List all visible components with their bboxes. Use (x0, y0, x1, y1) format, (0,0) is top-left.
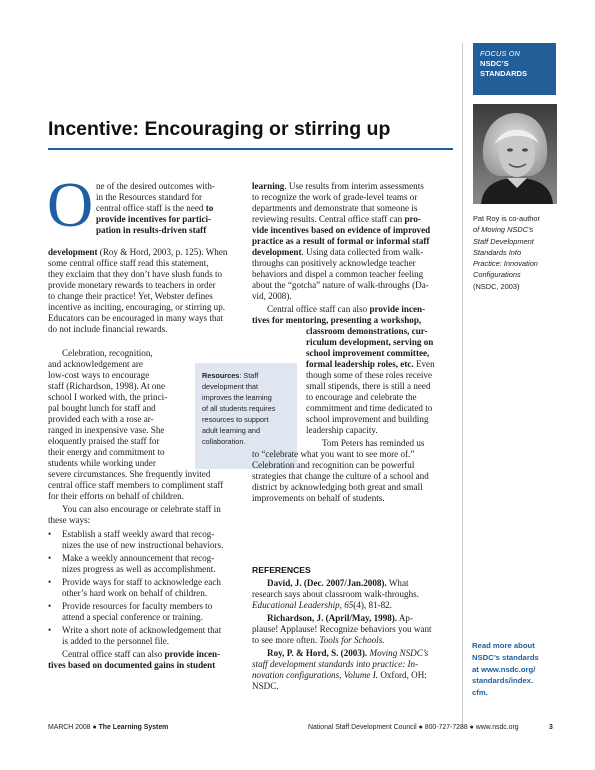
bullet-item: Provide resources for faculty members to (62, 601, 213, 611)
body-line: riculum development, serving on (306, 337, 434, 347)
drop-cap: O (47, 169, 94, 240)
body-line: pation in results-driven staff (96, 225, 207, 235)
body-line: to recognize the work of grade-level teams or (252, 192, 418, 202)
focus-label-nsdc: NSDC’S (480, 59, 509, 68)
footer-dot-icon: ● (469, 724, 474, 731)
body-line: school improvement and building (306, 414, 429, 424)
body-line: tives for mentoring, presenting a workshop, (252, 315, 422, 325)
references-heading: REFERENCES (252, 565, 311, 575)
body-line: Celebration, recognition, (62, 348, 153, 358)
body-line: vide incentives based on evidence of improved (252, 225, 431, 235)
callout-line: adult learning and (202, 426, 261, 435)
body-line: departments and demonstrate that someone is (252, 203, 418, 213)
bullet-item: nizes the use of new instructional behaviors. (62, 540, 224, 550)
body-line: provide monetary rewards to teachers in order (48, 280, 216, 290)
bullet-item: nizes progress as well as accomplishment. (62, 564, 216, 574)
footer-dot-icon: ● (92, 724, 97, 731)
body-line: You can also encourage or celebrate staff in (62, 504, 221, 514)
body-line: though some of these roles receive (306, 370, 433, 380)
caption-line: Practice: Innovation (473, 259, 538, 269)
body-line: ne of the desired outcomes with- (96, 181, 215, 191)
body-line: to encourage and celebrate the (306, 392, 417, 402)
callout-line: resources to support (202, 415, 269, 424)
body-line: school improvement committee, (306, 348, 430, 358)
caption-line: Pat Roy is co-author (473, 214, 540, 223)
focus-on-standards-banner (473, 43, 556, 95)
body-line: and acknowledgement are (48, 359, 143, 369)
reference-line: staff development standards into practice: In- (252, 659, 419, 669)
bullet-icon: • (48, 601, 52, 611)
body-line: incentive as inciting, encouraging, or stirring up. (48, 302, 226, 312)
bullet-icon: • (48, 625, 52, 635)
bullet-item: Provide ways for staff to acknowledge each (62, 577, 221, 587)
bullet-item: is added to the personnel file. (62, 636, 170, 646)
callout-line: Resources: Staff (202, 371, 259, 380)
body-line: vid, 2008). (252, 291, 292, 301)
body-line: their energy and commitment to (48, 447, 165, 457)
body-line: leadership capacity. (306, 425, 378, 435)
reference-line: NSDC. (252, 681, 279, 691)
reference-line: Roy, P. & Hord, S. (2003). Moving NSDC’s (267, 648, 429, 658)
body-line: do not include financial rewards. (48, 324, 168, 334)
body-line: reviewing results. Central office staff can pro- (252, 214, 421, 224)
bullet-item: other’s hard work on behalf of children. (62, 588, 208, 598)
bullet-item: Establish a staff weekly award that recog- (62, 529, 215, 539)
reference-line: novation configurations, Volume I. Oxford, OH: (252, 670, 427, 680)
body-line: in the Resources standard for (96, 192, 203, 202)
body-line: development. Using data collected from walk- (252, 247, 424, 257)
caption-line: Standards Into (473, 247, 522, 257)
reference-line: research says about classroom walk-throughs. (252, 589, 419, 599)
callout-line: development that (202, 382, 258, 391)
body-line: classroom demonstrations, cur- (306, 326, 428, 336)
body-line: eloquently praised the staff for (48, 436, 160, 446)
body-line: throughs can positively acknowledge teacher (252, 258, 416, 268)
bullet-item: Write a short note of acknowledgement that (62, 625, 222, 635)
body-line: these ways: (48, 515, 91, 525)
page-number: 3 (549, 724, 553, 731)
body-line: provide incentives for partici- (96, 214, 212, 224)
body-line: tives based on documented gains in student (48, 660, 216, 670)
body-line: provided each with a rose ar- (48, 414, 154, 424)
caption-line: Configurations (473, 270, 521, 280)
callout-label: Resources (202, 371, 240, 380)
footer-org: National Staff Development Council ● 800-727-7288 ● www.nsdc.org (308, 724, 519, 731)
body-line: to “celebrate what you want to see more of.” (252, 449, 415, 459)
body-line: some central office staff read this statement, (48, 258, 209, 268)
article-title: Incentive: Encouraging or stirring up (48, 118, 391, 140)
body-line: ranged in inexpensive vase. She (48, 425, 165, 435)
body-line: Celebration and recognition can be powerful (252, 460, 415, 470)
body-line: for their efforts on behalf of children. (48, 491, 184, 501)
reference-line: David, J. (Dec. 2007/Jan.2008). What (267, 578, 409, 588)
callout-line: improves the learning (202, 393, 272, 402)
body-line: staff (Richardson, 1998). At one (48, 381, 166, 391)
author-caption (473, 213, 561, 292)
body-line: Central office staff can also provide incen- (267, 304, 426, 314)
read-more-line: Read more about (472, 641, 535, 650)
body-line: practice as a result of formal or informal staff (252, 236, 430, 246)
body-line: school I worked with, the princi- (48, 392, 168, 402)
body-line: Tom Peters has reminded us (322, 438, 425, 448)
callout-line: of all students requires (202, 404, 276, 413)
read-more-link[interactable]: standards/index. (472, 676, 534, 686)
caption-line: Staff Development (473, 236, 534, 246)
body-line: development (Roy & Hord, 2003, p. 125). When (48, 247, 228, 257)
reference-line: plause! Applause! Recognize behaviors you want (252, 624, 432, 634)
body-line: to change their practice! Yet, Webster defines (48, 291, 213, 301)
footer-dot-icon: ● (418, 724, 423, 731)
title-underline (48, 148, 453, 150)
focus-label: FOCUS ON (480, 49, 521, 58)
footer-website-link[interactable]: www.nsdc.org (475, 724, 519, 731)
reference-line: Richardson, J. (April/May, 1998). Ap- (267, 613, 414, 623)
body-line: Central office staff can also provide incen- (62, 649, 221, 659)
body-line: severe circumstances. She frequently invited (48, 469, 211, 479)
body-line: central office staff members to compliment staff (48, 480, 224, 490)
body-line: behaviors and dispel a common teacher feeling (252, 269, 424, 279)
body-line: central office staff is the need to (96, 203, 214, 213)
body-line: district by acknowledging both great and small (252, 482, 423, 492)
sidebar-divider (462, 43, 463, 728)
body-line: commitment and time dedicated to (306, 403, 433, 413)
bullet-item: attend a special conference or training. (62, 612, 203, 622)
read-more-link[interactable]: at www.nsdc.org/ (472, 664, 536, 674)
body-line: learning. Use results from interim assessments (252, 181, 424, 191)
bullet-item: Make a weekly announcement that recog- (62, 553, 215, 563)
callout-line: collaboration. (202, 437, 246, 446)
body-line: strategies that change the culture of a school and (252, 471, 429, 481)
body-line: students while working under (48, 458, 156, 468)
read-more-note (472, 640, 560, 699)
footer-issue: MARCH 2008 ● The Learning System (48, 724, 169, 731)
read-more-line: NSDC’s standards (472, 652, 539, 662)
bullet-icon: • (48, 529, 52, 539)
author-photo (473, 104, 557, 204)
body-line: small stipends, there is still a need (306, 381, 431, 391)
reference-line: to see more often. Tools for Schools. (252, 635, 385, 645)
caption-line: of Moving NSDC’s (473, 225, 534, 235)
read-more-link[interactable]: cfm. (472, 688, 488, 698)
body-line: low-cost ways to encourage (48, 370, 150, 380)
bullet-icon: • (48, 553, 52, 563)
body-line: improvements on behalf of students. (252, 493, 385, 503)
reference-line: Educational Leadership, 65(4), 81-82. (252, 600, 392, 610)
bullet-icon: • (48, 577, 52, 587)
body-line: about the “gotcha” nature of walk-throughs (Da- (252, 280, 429, 290)
body-line: pal bought lunch for staff and (48, 403, 156, 413)
body-line: formal leadership roles, etc. Even (306, 359, 435, 369)
focus-label-standards: STANDARDS (480, 69, 528, 78)
caption-line: (NSDC, 2003) (473, 281, 520, 291)
body-line: Educators can be encouraged in many ways that (48, 313, 223, 323)
body-line: they exclaim that they don’t have slush funds to (48, 269, 223, 279)
